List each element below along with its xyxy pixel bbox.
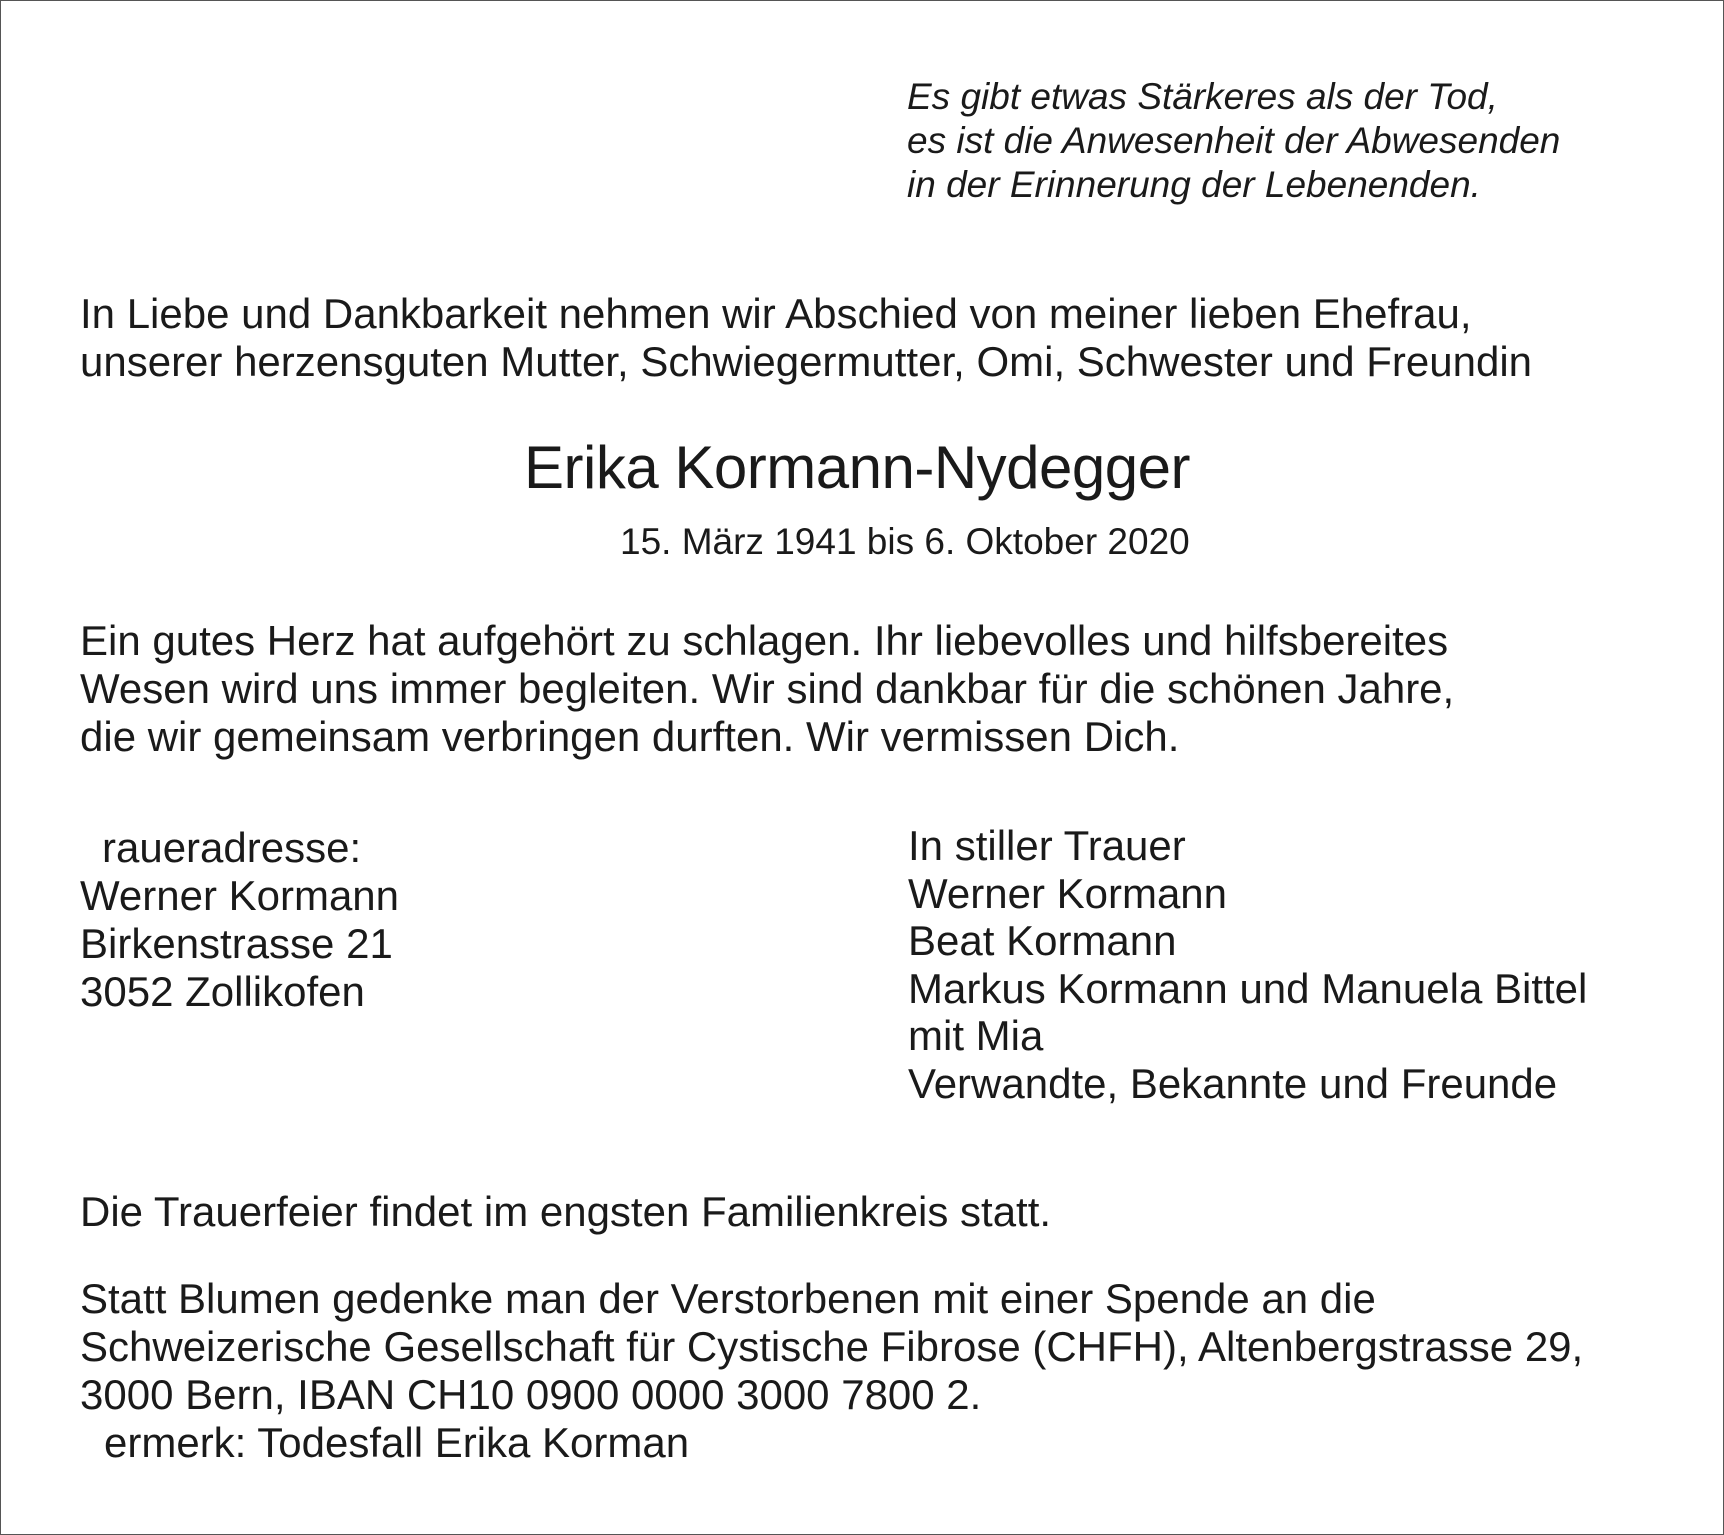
quote-line: in der Erinnerung der Lebenenden. (907, 164, 1481, 205)
intro-paragraph (80, 290, 1532, 386)
quote-line: Es gibt etwas Stärkeres als der Tod, (907, 76, 1498, 117)
message-line: Ein gutes Herz hat aufgehört zu schlagen. Ihr liebevolles und hilfsbereites (80, 617, 1449, 664)
mourners-heading: In stiller Trauer (908, 822, 1186, 869)
intro-line: unserer herzensguten Mutter, Schwiegermutter, Omi, Schwester und Freundin (80, 338, 1533, 385)
address-line: Birkenstrasse 21 (80, 920, 393, 967)
mourner-line: Beat Kormann (908, 917, 1177, 964)
epigraph-quote (907, 75, 1560, 207)
address-heading: raueradresse: (102, 824, 362, 871)
mourners-list (908, 822, 1587, 1107)
mourner-line: Werner Kormann (908, 869, 1228, 917)
address-line: 3052 Zollikofen (80, 968, 365, 1015)
donation-line: Statt Blumen gedenke man der Verstorbenen mit einer Spende an die (80, 1275, 1376, 1322)
mourner-line: Markus Kormann und Manuela Bittel (908, 964, 1588, 1012)
mourner-line: Verwandte, Bekannte und Freunde (908, 1059, 1558, 1107)
message-line: Wesen wird uns immer begleiten. Wir sind dankbar für die schönen Jahre, (80, 665, 1455, 712)
intro-line: In Liebe und Dankbarkeit nehmen wir Abschied von meiner lieben Ehefrau, (80, 290, 1472, 337)
message-line: die wir gemeinsam verbringen durften. Wir vermissen Dich. (80, 713, 1180, 760)
message-paragraph (80, 617, 1454, 761)
mourner-line: mit Mia (908, 1012, 1044, 1059)
mourning-address (80, 824, 399, 1016)
donation-paragraph (80, 1275, 1583, 1467)
donation-line: Schweizerische Gesellschaft für Cystische Fibrose (CHFH), Altenbergstrasse 29, (80, 1323, 1584, 1370)
donation-remark: ermerk: Todesfall Erika Korman (104, 1419, 690, 1466)
ceremony-note: Die Trauerfeier findet im engsten Familienkreis statt. (80, 1188, 1052, 1235)
life-dates: 15. März 1941 bis 6. Oktober 2020 (620, 521, 1190, 562)
donation-line: 3000 Bern, IBAN CH10 0900 0000 3000 7800 2. (80, 1371, 982, 1418)
deceased-name: Erika Kormann-Nydegger (524, 434, 1190, 501)
quote-line: es ist die Anwesenheit der Abwesenden (907, 120, 1561, 161)
address-line: Werner Kormann (80, 872, 400, 919)
